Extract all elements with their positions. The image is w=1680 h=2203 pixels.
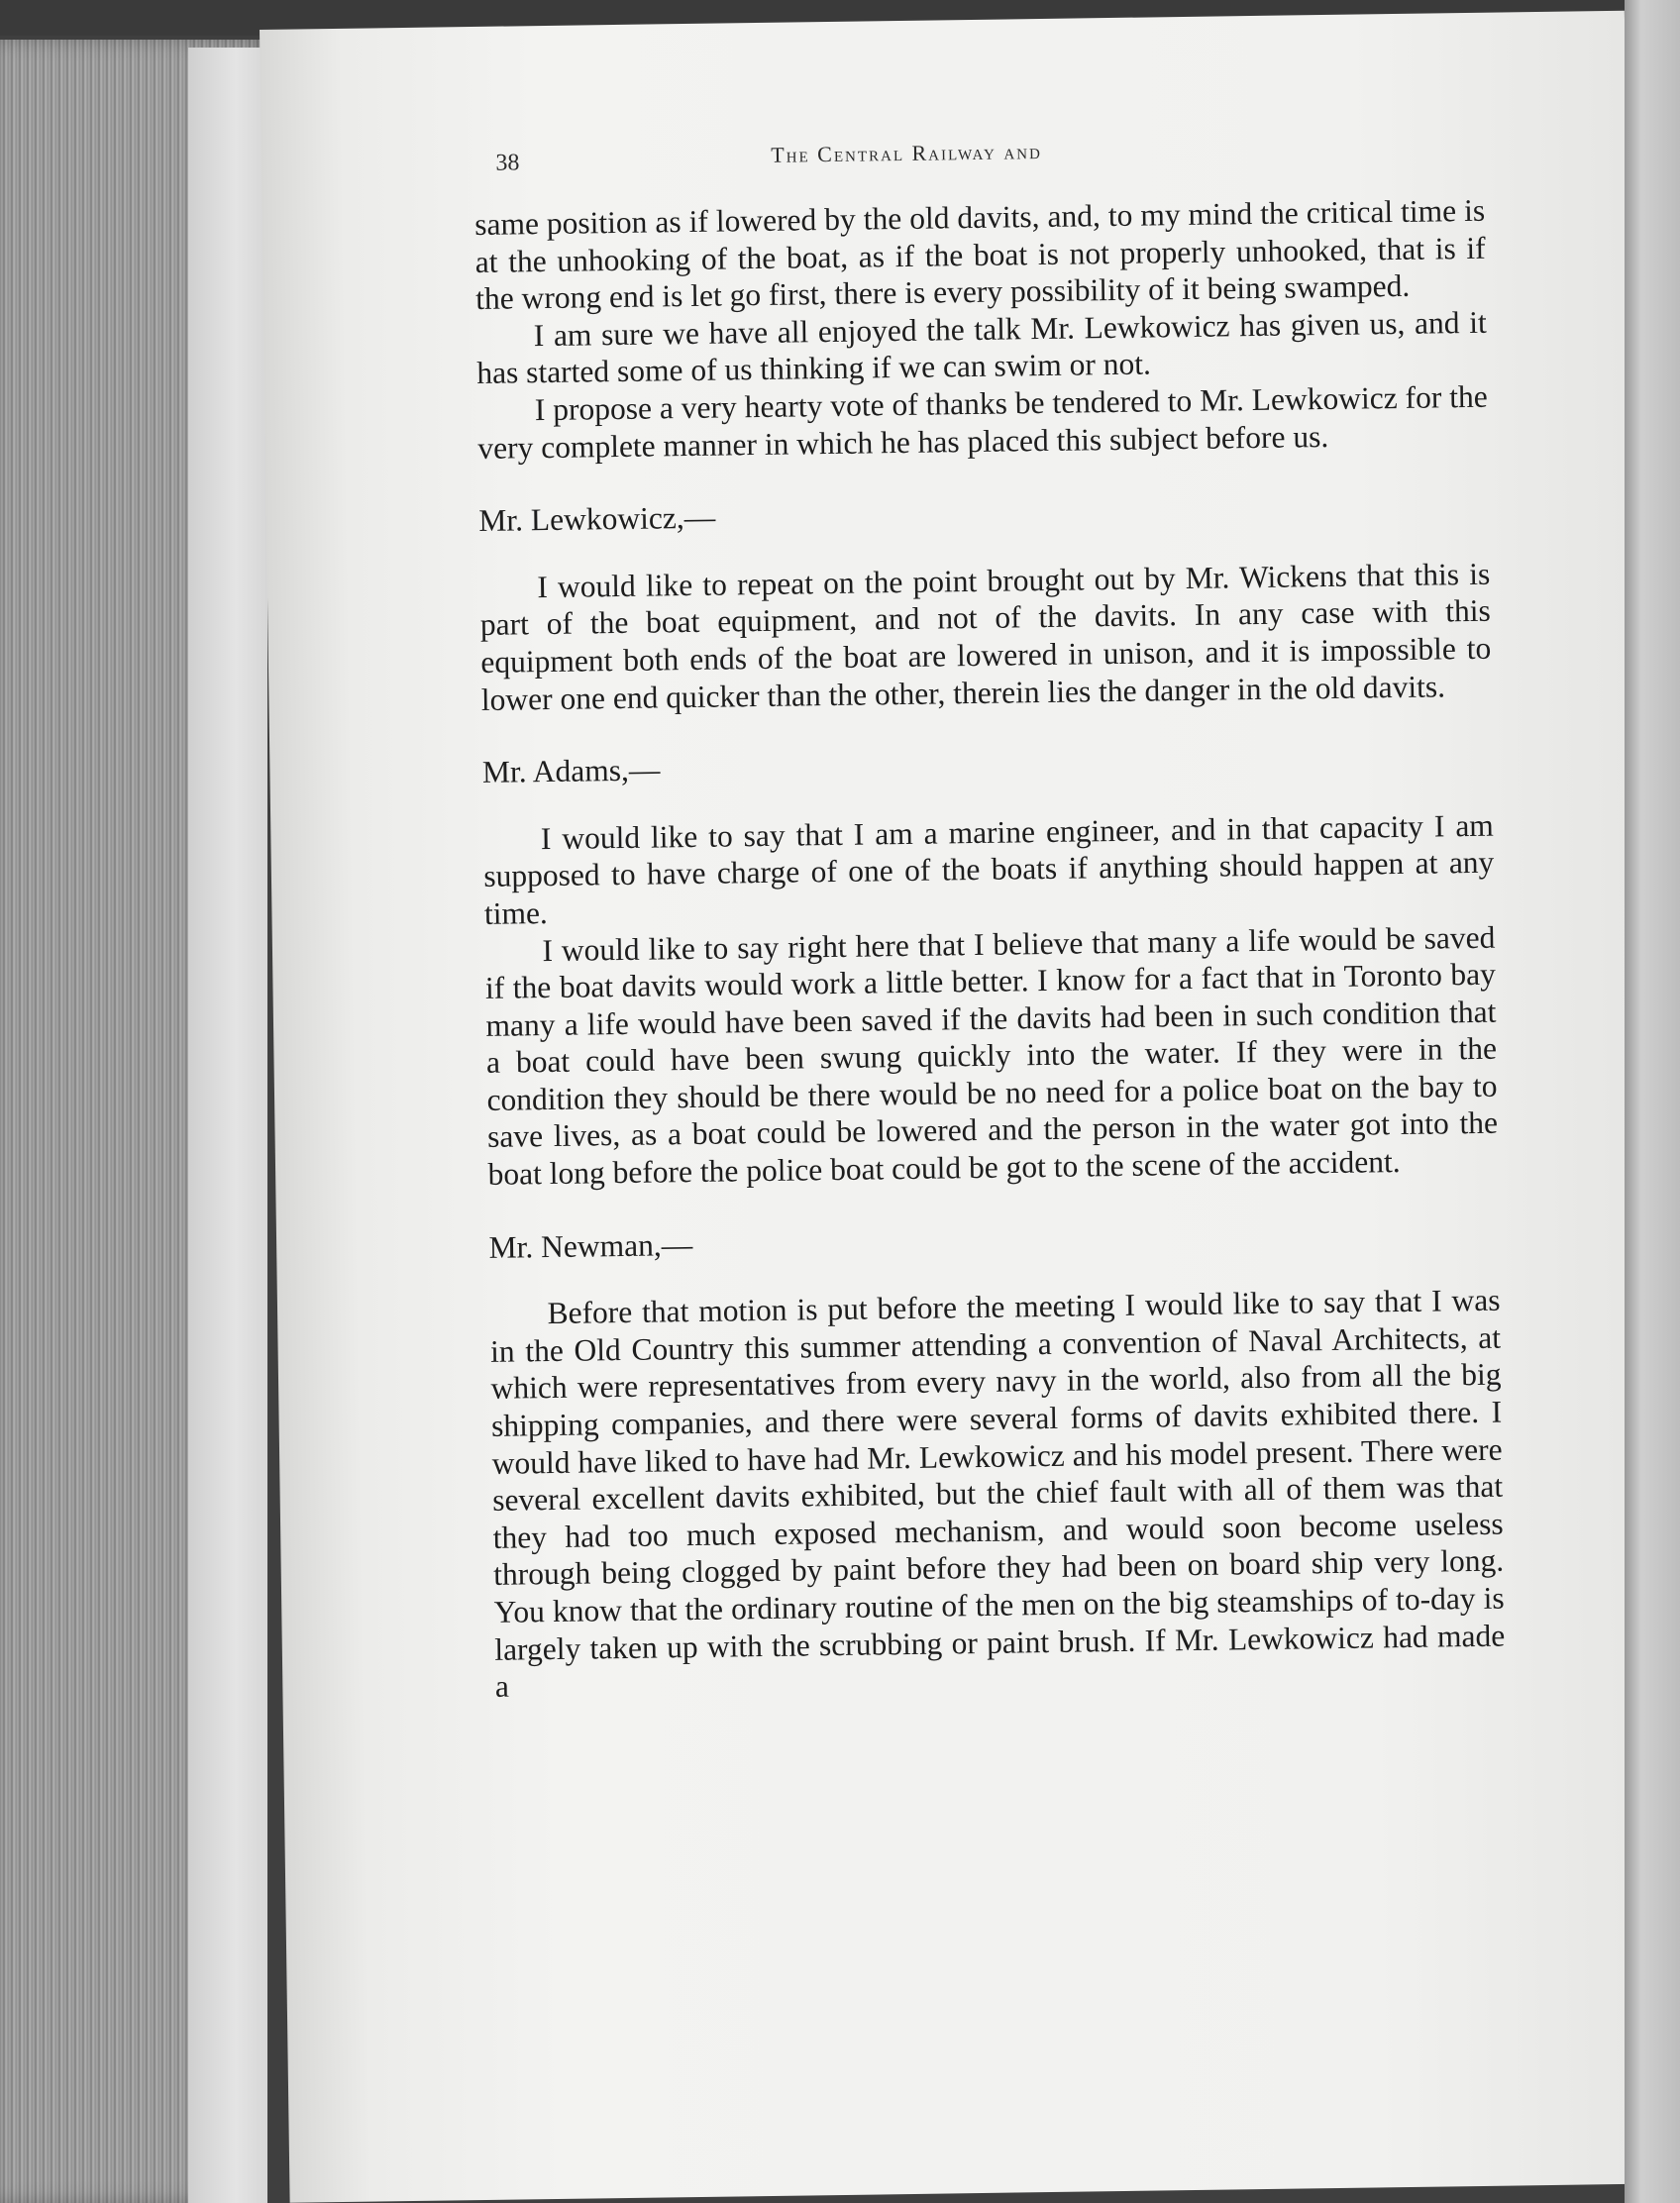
paragraph: I would like to repeat on the point brought out by Mr. Wickens that this is part of the boat equipment, and not of the davits. In any case with this equipment both ends of the boat are lowered in unison, and it is impossible to lower one end quicker than the other, therein lies the danger in the old davits.	[479, 556, 1492, 717]
scan-background-right	[1625, 0, 1680, 2203]
paragraph: same position as if lowered by the old davits, and, to my mind the critical time is at the unhooking of the boat, as if the boat is not properly unhooked, that is if the wrong end is let go first, there is every possibility of it being swamped.	[473, 192, 1486, 317]
page-number: 38	[495, 150, 520, 176]
paragraph: I would like to say that I am a marine engineer, and in that capacity I am supposed to have charge of one of the boats if anything should happen at any time.	[483, 807, 1495, 931]
paragraph: I propose a very hearty vote of thanks be tendered to Mr. Lewkowicz for the very complete manner in which he has placed this subject before us.	[477, 378, 1488, 466]
paragraph: I am sure we have all enjoyed the talk Mr. Lewkowicz has given us, and it has started some of us thinking if we can swim or not.	[476, 304, 1487, 391]
speaker-heading: Mr. Adams,—	[481, 752, 661, 790]
book-page-stack	[188, 48, 267, 2203]
speaker-heading: Mr. Newman,—	[488, 1226, 693, 1265]
speaker-heading: Mr. Lewkowicz,—	[478, 499, 716, 539]
page-content	[473, 125, 1506, 1706]
paragraph: I would like to say right here that I believe that many a life would be saved if the boat davits would work a little better. I know for a fact that in Toronto bay many a life would have been saved if the davits had been in such condition that a boat could have been swung quickly into the water. If they were in the condition they should be there would be no need for a police boat on the bay to save lives, as a boat could be lowered and the person in the water got into the boat long before the police boat could be got to the scene of the accident.	[484, 919, 1499, 1192]
paragraph: Before that motion is put before the meeting I would like to say that I was in the Old Country this summer attending a convention of Naval Architects, at which were representatives from every navy in the world, also from all the big shipping companies, and there were several forms of davits exhibited there. I would have liked to have had Mr. Lewkowicz and his model present. There were several excellent davits exhibited, but the chief fault with all of them was that they had too much exposed mechanism, and would soon become useless through being clogged by paint before they had been on board ship very long. You know that the ordinary routine of the men on the big steamships of to-day is largely taken up with the scrubbing or paint brush. If Mr. Lewkowicz had made a	[489, 1282, 1506, 1705]
running-head: The Central Railway and	[771, 138, 1043, 167]
